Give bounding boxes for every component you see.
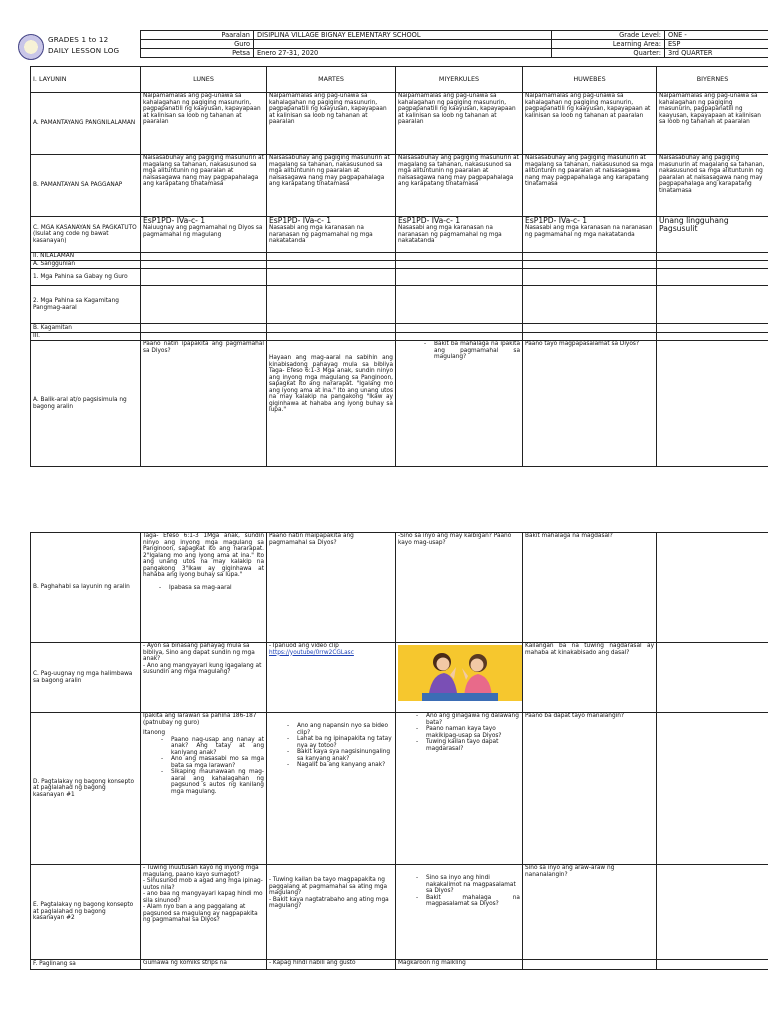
cell-b-biyernes: Naisasabuhay ang pagiging masunurin at magalang sa tahanan, nakasusunod sa mga alituntunin ng paaralan at naisasagawa nang may pagpapahalaga ang karapatang tinatamasa bbox=[657, 155, 768, 217]
cell-b-miyerkules: Naisasabuhay ang pagiging masunurin at magalang sa tahanan, nakasusunod sa mga alituntunin ng paaralan at naisasagawa nang may pagpapahalaga ang karapatang tinatamasa bbox=[396, 155, 523, 217]
cell-pagtalakay1-huwebes: Paano ba dapat tayo manalangin? bbox=[523, 713, 657, 865]
list-item: - Bakit mahalaga na magpasalamat sa Diyos? bbox=[426, 895, 520, 908]
learning-area-value: ESP bbox=[665, 40, 768, 49]
text-balik-martes: Hayaan ang mag-aaral na sabihin ang kinabisadong pahayag mula sa bibliya Taga- Efeso 6:1-3 Mga anak, sundin ninyo ang inyong mga magulang sa Panginoon, sapagkat ito ang nararapat. "Igalang mo ang iyong ama at ina." Ito ang unang utos na may kalakip na pangakong "Ikaw ay giginhawa at hahaba ang iyong buhay sa lupa." bbox=[269, 355, 393, 413]
cell-b-martes: Naisasabuhay ang pagiging masunurin at magalang sa tahanan, nakasusunod sa mga alituntunin ng paaralan at naisasagawa nang may pagpapahalaga ang karapatang tinatamasa bbox=[267, 155, 396, 217]
row-label-paglinang: F. Paglinang sa bbox=[31, 960, 141, 970]
cell-paglinang-martes: - Kapag hindi nabili ang gusto bbox=[267, 960, 396, 970]
list-item: - Tuwing kailan ba tayo magpapakita ng paggalang at pagmamahal sa ating mga magulang? bbox=[269, 877, 388, 896]
list-item: - ano baa ng mangyayari kapag hindi mo sila sinunod? bbox=[143, 891, 263, 904]
cell-pagtalakay2-miyerkules bbox=[396, 865, 523, 960]
list-item: - Sino sa inyo ang hindi nakakalimot na magpasalamat sa Diyos? bbox=[426, 875, 520, 895]
list-item: - Tuwing inuutusan kayo ng inyong mga magulang, paano kayo sumagot? bbox=[143, 865, 259, 878]
list-item: - Nagalit ba ang kanyang anak? bbox=[297, 762, 393, 769]
text-balik-miyerkules: - Bakit ba mahalaga na ipakita ang pagmamahal sa magulang? bbox=[434, 341, 520, 361]
list-item: - Ano ang masasabi mo sa mga bata sa mga larawan? bbox=[171, 756, 264, 769]
deped-seal-logo bbox=[18, 34, 44, 60]
cell-paghahabi-miyerkules: -Sino sa inyo ang may kaibigan? Paano kayo mag-usap? bbox=[396, 533, 523, 643]
children-praying-picture bbox=[398, 645, 522, 701]
row-label-pagtalakay-1: D. Pagtalakay ng bagong konsepto at paglalahad ng bagong kasanayan #1 bbox=[31, 713, 141, 865]
col-layunin: I. LAYUNIN bbox=[31, 67, 141, 93]
guro-label: Guro bbox=[141, 40, 254, 49]
text-c-lunes: Naiuugnay ang pagmamahal ng Diyos sa pagmamahal ng magulang bbox=[143, 225, 263, 238]
code-huwebes: EsP1PD- IVa-c- 1 bbox=[525, 216, 588, 225]
code-martes: EsP1PD- IVa-c- 1 bbox=[269, 216, 332, 225]
text-pag-uugnay-lunes-1: - Ayon sa binasang pahayag mula sa bibliya, Sino ang dapat sundin ng mga anak? bbox=[143, 643, 255, 662]
learning-area-label: Learning Area: bbox=[552, 40, 665, 49]
grades-label: GRADES 1 to 12 bbox=[48, 35, 109, 44]
col-lunes: LUNES bbox=[141, 67, 267, 93]
cell-a-miyerkules: Naipamamalas ang pag-unawa sa kahalagahan ng pagiging masunurin, pagpapanatili ng kaayusan, kapayapaan at kalinisan sa loob ng tahanan at paaralan bbox=[396, 93, 523, 155]
header-info-table bbox=[140, 30, 768, 58]
cell-paghahabi-lunes bbox=[141, 533, 267, 643]
row-label-pag-uugnay: C. Pag-uugnay ng mga halimbawa sa bagong aralin bbox=[31, 643, 141, 713]
lesson-plan-table-top bbox=[30, 66, 768, 467]
cell-b-lunes: Naisasabuhay ang pagiging masunurin at magalang sa tahanan, nakasusunod sa mga alituntunin ng paaralan at naisasagawa nang may pagpapahalaga ang karapatang tinatamasa bbox=[141, 155, 267, 217]
text-c-biyernes: Unang lingguhang Pagsusulit bbox=[659, 216, 729, 233]
cell-c-biyernes bbox=[657, 217, 768, 253]
row-label-balik-aral: A. Balik-aral at/o pagsisimula ng bagong aralin bbox=[31, 341, 141, 467]
paaralan-value: DISIPLINA VILLAGE BIGNAY ELEMENTARY SCHOOL bbox=[254, 31, 552, 40]
row-label-kagamitang-pangmag-aaral: 2. Mga Pahina sa Kagamitang Pangmag-aaral bbox=[31, 286, 141, 324]
cell-balik-martes bbox=[267, 341, 396, 467]
code-lunes: EsP1PD- IVa-c- 1 bbox=[143, 216, 206, 225]
list-item: - Ano ang ginagawa ng dalawang bata? bbox=[426, 713, 520, 726]
text-paghahabi-lunes: Taga- Efeso 6:1-3 1Mga anak, sundin ninyo ang inyong mga magulang sa Panginoon, sapagkat ito ang nararapat. 2"Igalang mo ang iyong ama at ina." Ito ang unang utos na may kalakip na pangakong 3"Ikaw ay giginhawa at hahaba ang iyong buhay sa lupa." bbox=[143, 533, 264, 578]
cell-c-miyerkules bbox=[396, 217, 523, 253]
col-martes: MARTES bbox=[267, 67, 396, 93]
list-item: - Bakit kaya nagtatrabaho ang ating mga magulang? bbox=[269, 896, 389, 909]
petsa-value: Enero 27-31, 2020 bbox=[254, 49, 552, 58]
col-miyerkules: MIYERKULES bbox=[396, 67, 523, 93]
cell-paglinang-lunes: Gumawa ng komiks strips na bbox=[141, 960, 267, 970]
text-c-martes: Nasasabi ang mga karanasan na naranasan ng pagmamahal ng mga nakatatanda bbox=[269, 225, 373, 244]
code-miyerkules: EsP1PD- IVa-c- 1 bbox=[398, 216, 461, 225]
list-item: - Sinusunod mob a agad ang mga ipinag-uutos nila? bbox=[143, 878, 263, 891]
text-ipabasa: - Ipabasa sa mag-aaral bbox=[169, 585, 264, 592]
list-item: - Paano naman kaya tayo makikipag-usap sa Diyos? bbox=[426, 726, 520, 739]
cell-pag-uugnay-martes bbox=[267, 643, 396, 713]
cell-balik-lunes: Paano natin ipapakita ang pagmamahal sa Diyos? bbox=[141, 341, 267, 467]
cell-balik-miyerkules bbox=[396, 341, 523, 467]
petsa-label: Petsa bbox=[141, 49, 254, 58]
row-label-sanggunian: A. Sanggunian bbox=[31, 261, 141, 269]
text-video-clip: - Ipanuod ang video clip bbox=[269, 643, 339, 649]
cell-pagtalakay1-martes bbox=[267, 713, 396, 865]
list-item: - Alam nyo ban a ang paggalang at pagsunod sa magulang ay nagpapakita ng pagmamahal sa Diyos? bbox=[143, 904, 258, 923]
cell-pagtalakay2-lunes bbox=[141, 865, 267, 960]
paaralan-label: Paaralan bbox=[141, 31, 254, 40]
cell-c-martes bbox=[267, 217, 396, 253]
cell-c-huwebes bbox=[523, 217, 657, 253]
list-item: - Sikaping maunawaan ng mag-aaral ang kahalagahan ng pagsunod s autos ng kanilang mga magulang. bbox=[171, 769, 264, 795]
lesson-plan-table-bottom bbox=[30, 532, 768, 970]
dll-label: DAILY LESSON LOG bbox=[48, 46, 120, 55]
cell-a-martes: Naipamamalas ang pag-unawa sa kahalagahan ng pagiging masunurin, pagpapanatili ng kaayusan, kapayapaan at kalinisan sa loob ng tahanan at paaralan bbox=[267, 93, 396, 155]
row-label-iii: III. bbox=[31, 333, 141, 341]
row-label-kasanayan: C. MGA KASANAYAN SA PAGKATUTO (Isulat ang code ng bawat kasanayan) bbox=[31, 217, 141, 253]
row-label-nilalaman: II. NILALAMAN bbox=[31, 253, 141, 261]
text-itanong: Itanong bbox=[143, 730, 166, 736]
row-label-gabay-ng-guro: 1. Mga Pahina sa Gabay ng Guro bbox=[31, 269, 141, 286]
guro-value bbox=[254, 40, 552, 49]
cell-pagtalakay1-lunes bbox=[141, 713, 267, 865]
list-item: - Bakit kaya sya nagsisinungaling sa kanyang anak? bbox=[297, 749, 393, 762]
row-label-paghahabi: B. Paghahabi sa layunin ng aralin bbox=[31, 533, 141, 643]
list-item: - Tuwing kailan tayo dapat magdarasal? bbox=[426, 739, 520, 752]
cell-balik-huwebes: Paano tayo magpapasalamat sa Diyos? bbox=[523, 341, 657, 467]
text-c-miyerkules: Nasasabi ang mga karanasan na naranasan ng pagmamahal ng mga nakatatanda bbox=[398, 225, 502, 244]
lesson-log-title bbox=[48, 34, 119, 56]
list-item: - Lahat ba ng ipinapakita ng tatay nya ay totoo? bbox=[297, 736, 393, 749]
cell-pag-uugnay-huwebes: Kailangan ba na tuwing nagdarasal ay mahaba at kinakabisado ang dasal? bbox=[523, 643, 657, 713]
cell-pagtalakay2-martes bbox=[267, 865, 396, 960]
row-label-pamantayang-pangnilalaman: A. PAMANTAYANG PANGNILALAMAN bbox=[31, 93, 141, 155]
cell-pag-uugnay-lunes bbox=[141, 643, 267, 713]
col-biyernes: BIYERNES bbox=[657, 67, 768, 93]
grade-level-value: ONE - bbox=[665, 31, 768, 40]
row-label-kagamitan: B. Kagamitan bbox=[31, 324, 141, 333]
cell-a-biyernes: Naipamamalas ang pag-unawa sa kahalagahan ng pagiging masunurin, pagpapanatili ng kaayusan, kapayapaan at kalinisan sa loob ng tahanan at paaralan bbox=[657, 93, 768, 155]
grade-level-label: Grade Level: bbox=[552, 31, 665, 40]
row-label-pagtalakay-2: E. Pagtalakay ng bagong konsepto at paglalahad ng bagong kasanayan #2 bbox=[31, 865, 141, 960]
cell-paghahabi-martes: Paano natin maipapakita ang pagmamahal sa Diyos? bbox=[267, 533, 396, 643]
video-link[interactable]: https://youtube/0rrw2CGLasc bbox=[269, 649, 354, 656]
cell-pag-uugnay-miyerkules bbox=[396, 643, 523, 713]
cell-paghahabi-huwebes: Bakit mahalaga na magdasal? bbox=[523, 533, 657, 643]
cell-b-huwebes: Naisasabuhay ang pagiging masunurin at magalang sa tahanan, nakasusunod sa mga alituntunin ng paaralan at naisasagawa nang may pagpapahalaga ang karapatang tinatamasa bbox=[523, 155, 657, 217]
row-label-pamantayan-sa-pagganap: B. PAMANTAYAN SA PAGGANAP bbox=[31, 155, 141, 217]
list-item: - Paano nag-usap ang nanay at anak? Ang tatay at ang kaniyang anak? bbox=[171, 737, 264, 757]
col-huwebes: HUWEBES bbox=[523, 67, 657, 93]
cell-pagtalakay1-miyerkules bbox=[396, 713, 523, 865]
quarter-label: Quarter: bbox=[552, 49, 665, 58]
quarter-value: 3rd QUARTER bbox=[665, 49, 768, 58]
cell-paglinang-miyerkules: Magkaroon ng maikling bbox=[396, 960, 523, 970]
list-item: - Ano ang napansin nyo sa bideo clip? bbox=[297, 723, 393, 736]
cell-a-lunes: Naipamamalas ang pag-unawa sa kahalagahan ng pagiging masunurin, pagpapanatili ng kaayusan, kapayapaan at kalinisan sa loob ng tahanan at paaralan bbox=[141, 93, 267, 155]
cell-c-lunes bbox=[141, 217, 267, 253]
text-pag-uugnay-lunes-2: - Ano ang mangyayari kung igagalang at susundin ang mga magulang? bbox=[143, 662, 262, 675]
text-ipakita-larawan: Ipakita ang larawan sa pahina 186-187 (patnubay ng guro) bbox=[143, 713, 257, 726]
text-c-huwebes: Nasasabi ang mga karanasan na naranasan ng pagmamahal ng mga nakatatanda bbox=[525, 225, 653, 238]
cell-a-huwebes: Naipamamalas ang pag-unawa sa kahalagahan ng pagiging masunurin, pagpapanatili ng kaayusan, kapayapaan at kalinisan sa loob ng tahanan at paaralan bbox=[523, 93, 657, 155]
cell-pagtalakay2-huwebes: Sino sa inyo ang araw-araw ng nananalangin? bbox=[523, 865, 657, 960]
